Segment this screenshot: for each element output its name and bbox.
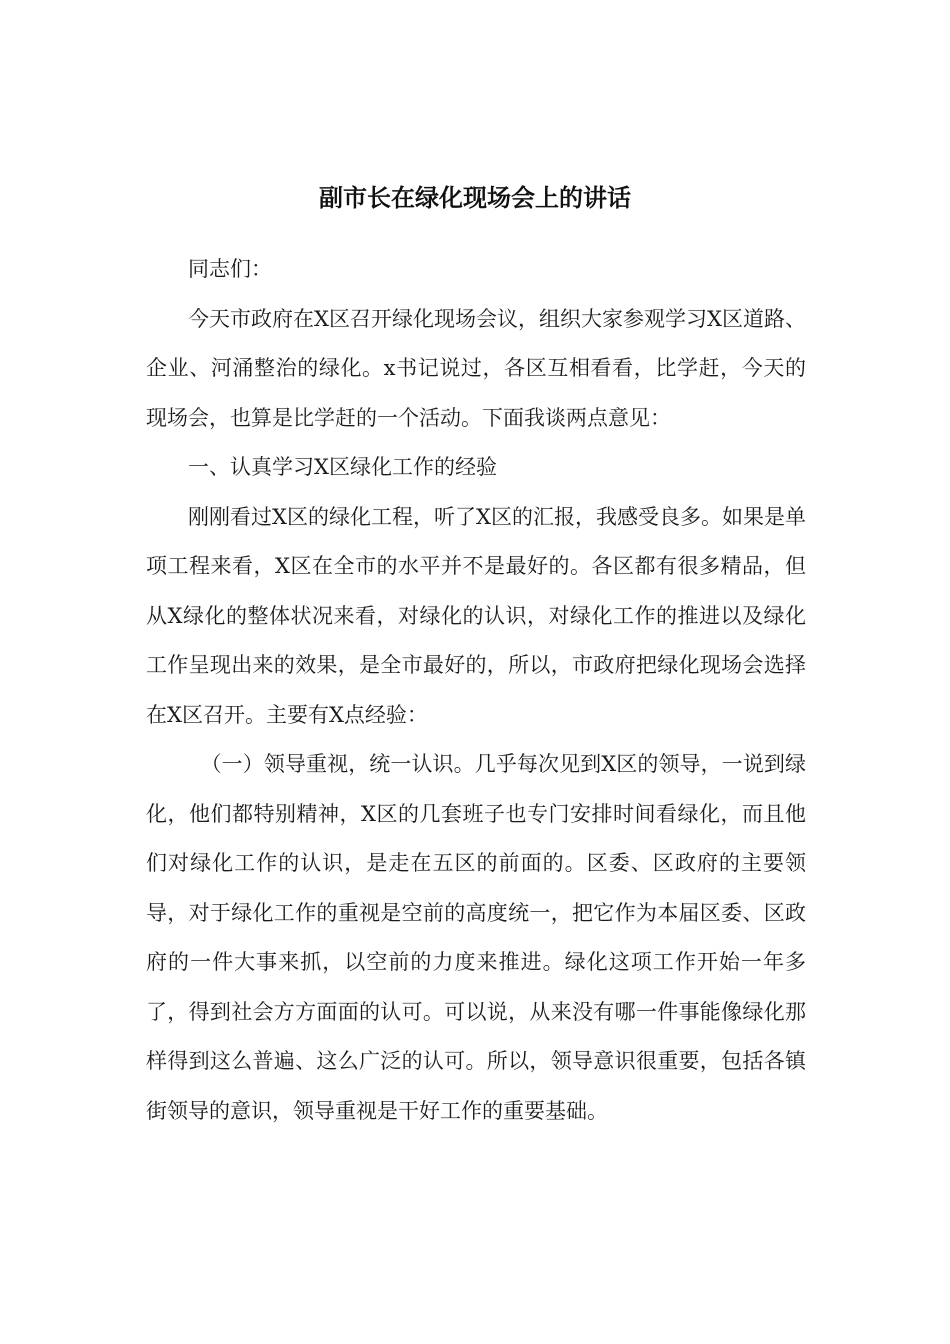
paragraph: 今天市政府在X区召开绿化现场会议，组织大家参观学习X区道路、企业、河涌整治的绿化。x书记说过，各区互相看看，比学赶，今天的现场会，也算是比学赶的一个活动。下面我谈两点意见： bbox=[146, 306, 806, 430]
salutation: 同志们： bbox=[188, 257, 272, 281]
document-title: 副市长在绿化现场会上的讲话 bbox=[319, 183, 631, 212]
paragraph: 刚刚看过X区的绿化工程，听了X区的汇报，我感受良多。如果是单项工程来看，X区在全市的水平并不是最好的。各区都有很多精品，但从X绿化的整体状况来看，对绿化的认识，对绿化工作的推进以及绿化工作呈现出来的效果，是全市最好的，所以，市政府把绿化现场会选择在X区召开。主要有X点经验： bbox=[146, 504, 806, 727]
section-heading: 一、认真学习X区绿化工作的经验 bbox=[188, 455, 497, 479]
document-body bbox=[146, 245, 806, 1136]
paragraph: （一）领导重视，统一认识。几乎每次见到X区的领导，一说到绿化，他们都特别精神，X区的几套班子也专门安排时间看绿化，而且他们对绿化工作的认识，是走在五区的前面的。区委、区政府的主要领导，对于绿化工作的重视是空前的高度统一，把它作为本届区委、区政府的一件大事来抓，以空前的力度来推进。绿化这项工作开始一年多了，得到社会方方面面的认可。可以说，从来没有哪一件事能像绿化那样得到这么普遍、这么广泛的认可。所以，领导意识很重要，包括各镇街领导的意识，领导重视是干好工作的重要基础。 bbox=[146, 752, 806, 1123]
